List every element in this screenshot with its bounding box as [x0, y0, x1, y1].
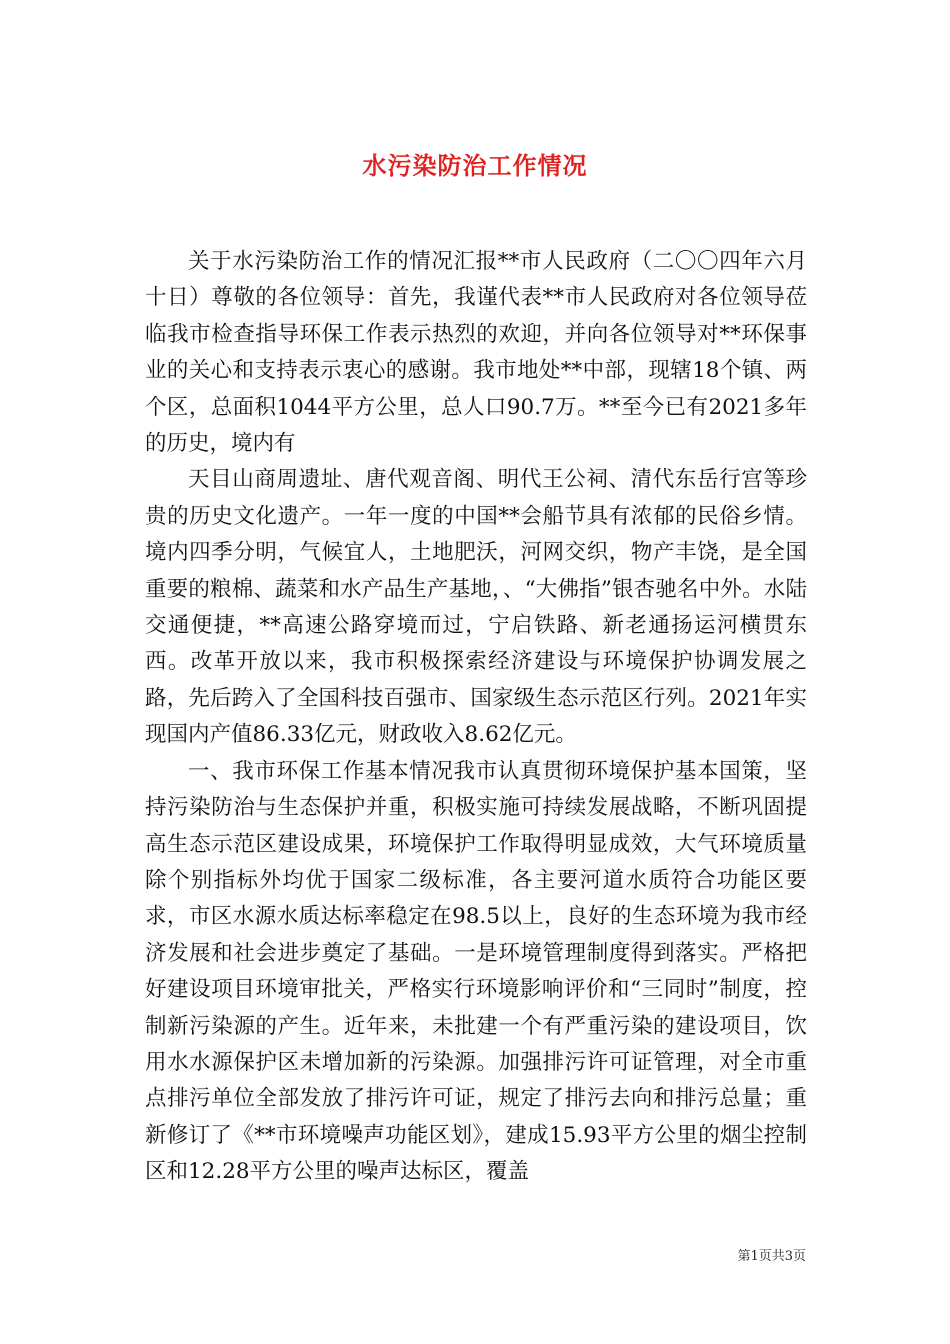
document-body — [145, 244, 807, 1191]
paragraph-3: 一、我市环保工作基本情况我市认真贯彻环境保护基本国策，坚持污染防治与生态保护并重，积极实施可持续发展战略，不断巩固提高生态示范区建设成果，环境保护工作取得明显成效，大气环境质量除个别指标外均优于国家二级标准，各主要河道水质符合功能区要求，市区水源水质达标率稳定在98.5以上，良好的生态环境为我市经济发展和社会进步奠定了基础。一是环境管理制度得到落实。严格把好建设项目环境审批关，严格实行环境影响评价和“三同时”制度，控制新污染源的产生。近年来，未批建一个有严重污染的建设项目，饮用水水源保护区未增加新的污染源。加强排污许可证管理，对全市重点排污单位全部发放了排污许可证，规定了排污去向和排污总量；重新修订了《**市环境噪声功能区划》，建成15.93平方公里的烟尘控制区和12.28平方公里的噪声达标区，覆盖 — [145, 758, 807, 1185]
paragraph-1: 关于水污染防治工作的情况汇报**市人民政府（二〇〇四年六月十日）尊敬的各位领导：首先，我谨代表**市人民政府对各位领导莅临我市检查指导环保工作表示热烈的欢迎，并向各位领导对**环保事业的关心和支持表示衷心的感谢。我市地处**中部，现辖18个镇、两个区，总面积1044平方公里，总人口90.7万。**至今已有2021多年的历史，境内有 — [145, 249, 807, 457]
document-title: 水污染防治工作情况 — [362, 151, 588, 181]
page-indicator: 第1页共3页 — [737, 1249, 806, 1264]
paragraph-2: 天目山商周遗址、唐代观音阁、明代王公祠、清代东岳行宫等珍贵的历史文化遗产。一年一度的中国**会船节具有浓郁的民俗乡情。境内四季分明，气候宜人，土地肥沃，河网交织，物产丰饶，是全国重要的粮棉、蔬菜和水产品生产基地，、“大佛指”银杏驰名中外。水陆交通便捷，**高速公路穿境而过，宁启铁路、新老通扬运河横贯东西。改革开放以来，我市积极探索经济建设与环境保护协调发展之路，先后跨入了全国科技百强市、国家级生态示范区行列。2021年实现国内产值86.33亿元，财政收入8.62亿元。 — [145, 467, 807, 748]
